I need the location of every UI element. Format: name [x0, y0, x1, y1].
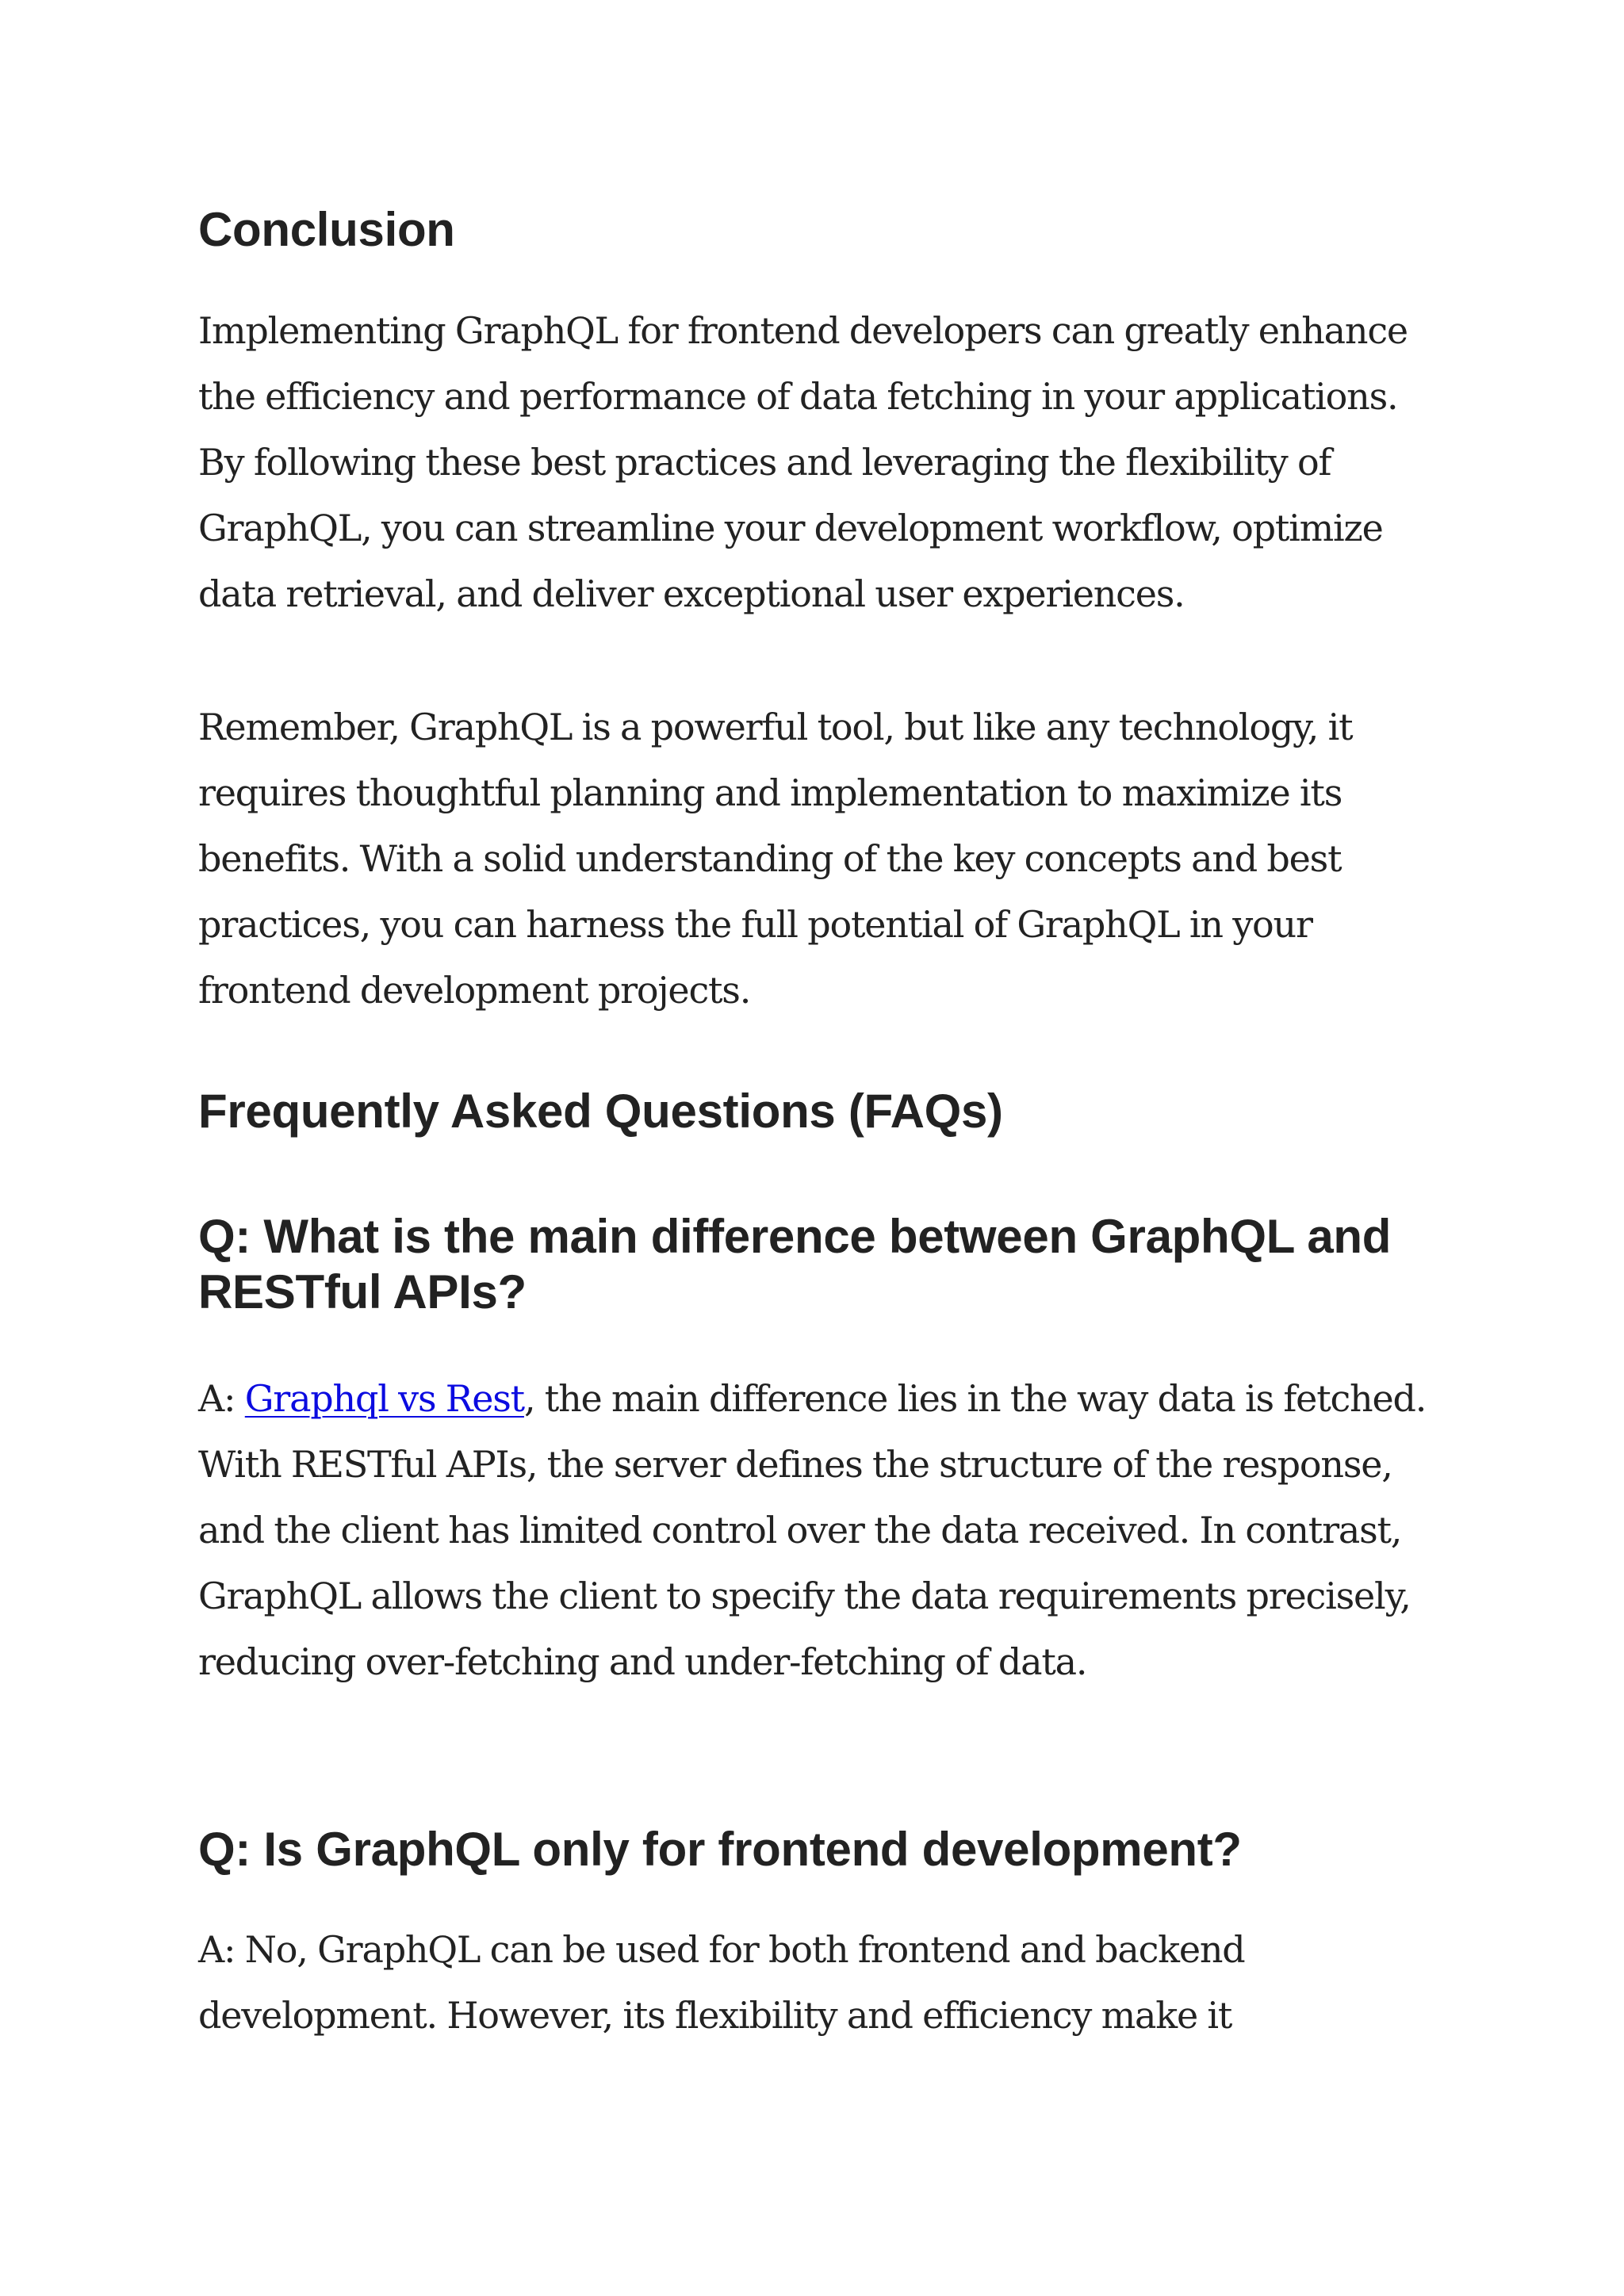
- faq-question-1: Q: What is the main difference between GraphQL and RESTful APIs?: [198, 1210, 1392, 1318]
- conclusion-heading: Conclusion: [198, 203, 455, 256]
- conclusion-paragraph-1: Implementing GraphQL for frontend developers can greatly enhance the efficiency and performance of data fetching in your applications. By following these best practices and leveraging the flexibility of GraphQL, you can streamline your development workflow, optimize data retrieval, and deliver exceptional user experiences.: [198, 309, 1408, 615]
- faq-answer-1-prefix: A:: [198, 1377, 245, 1420]
- faq-answer-2: A: No, GraphQL can be used for both frontend and backend development. However, its flexibility and efficiency make it: [198, 1928, 1245, 2037]
- faq-answer-1: [198, 1366, 1451, 1695]
- faq-question-2: Q: Is GraphQL only for frontend development?: [198, 1823, 1242, 1876]
- faq-heading: Frequently Asked Questions (FAQs): [198, 1085, 1003, 1138]
- graphql-vs-rest-link[interactable]: Graphql vs Rest: [244, 1377, 524, 1420]
- conclusion-paragraph-2: Remember, GraphQL is a powerful tool, but like any technology, it requires thoughtful planning and implementation to maximize its benefits. With a solid understanding of the key concepts and best practices, you can harness the full potential of GraphQL in your frontend development projects.: [198, 706, 1353, 1012]
- faq-answer-1-text: , the main difference lies in the way data is fetched. With RESTful APIs, the server defines the structure of the response, and the client has limited control over the data received. In contrast, GraphQL allows the client to specify the data requirements precisely, reducing over-fetching and under-fetching of data.: [198, 1377, 1427, 1683]
